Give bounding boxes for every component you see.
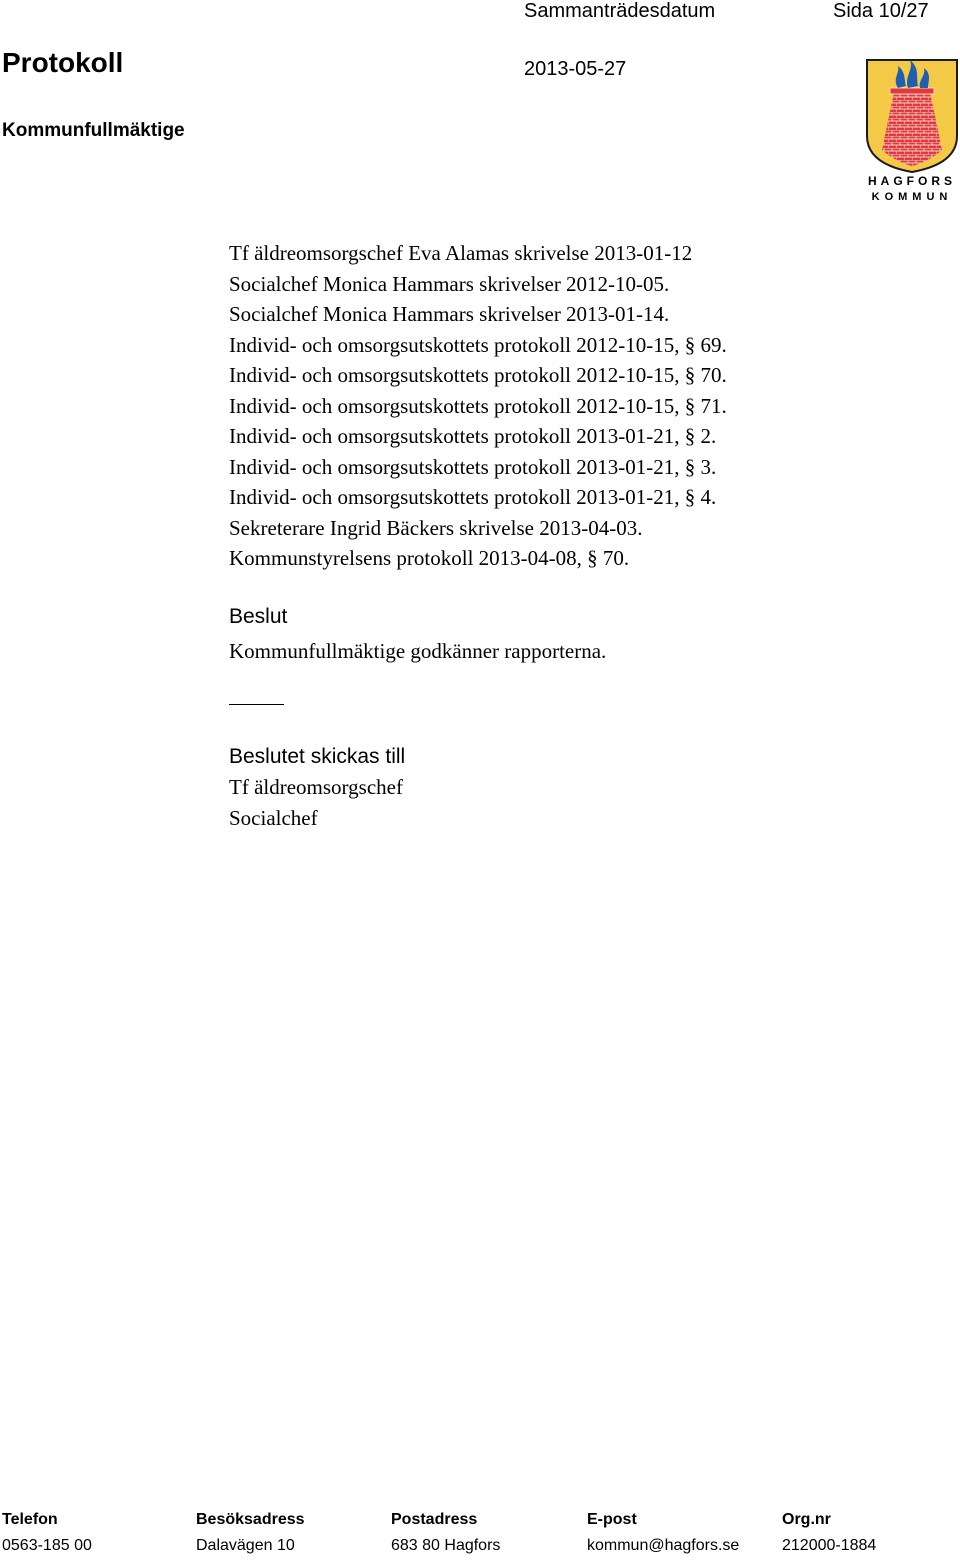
recipient-item: Tf äldreomsorgschef <box>229 774 403 799</box>
footer-header-row <box>2 1511 942 1537</box>
protocol-content <box>229 238 929 834</box>
reference-list <box>229 238 929 574</box>
coat-of-arms-icon <box>864 58 960 204</box>
footer-email-label: E-post <box>587 1511 637 1528</box>
meeting-date: 2013-05-27 <box>524 58 627 80</box>
reference-item: Kommunstyrelsens protokoll 2013-04-08, § 70. <box>229 546 630 570</box>
reference-item: Socialchef Monica Hammars skrivelser 2013-01-14. <box>229 302 670 326</box>
governing-body: Kommunfullmäktige <box>2 120 185 141</box>
hagfors-kommun-logo <box>864 58 960 204</box>
footer-email: kommun@hagfors.se <box>587 1537 740 1554</box>
footer-postal-address: 683 80 Hagfors <box>391 1537 501 1554</box>
footer-value-row <box>2 1537 942 1563</box>
reference-item: Individ- och omsorgsutskottets protokoll 2012-10-15, § 71. <box>229 393 727 418</box>
reference-item: Individ- och omsorgsutskottets protokoll 2013-01-21, § 4. <box>229 485 717 509</box>
meeting-date-label: Sammanträdesdatum <box>524 0 716 22</box>
footer-visit-address: Dalavägen 10 <box>196 1537 295 1554</box>
section-divider <box>229 704 284 705</box>
footer-org-number-label: Org.nr <box>782 1511 831 1528</box>
contact-footer <box>2 1511 942 1563</box>
reference-item: Individ- och omsorgsutskottets protokoll 2013-01-21, § 3. <box>229 454 717 479</box>
svg-text:HAGFORS: HAGFORS <box>868 174 956 188</box>
page-number: Sida 10/27 <box>833 0 929 22</box>
footer-org-number: 212000-1884 <box>782 1537 877 1554</box>
recipient-item: Socialchef <box>229 805 318 830</box>
footer-postal-address-label: Postadress <box>391 1511 478 1528</box>
reference-item: Sekreterare Ingrid Bäckers skrivelse 2013-04-03. <box>229 515 643 540</box>
svg-text:KOMMUN: KOMMUN <box>871 191 953 203</box>
reference-item: Individ- och omsorgsutskottets protokoll 2012-10-15, § 70. <box>229 363 727 387</box>
reference-item: Individ- och omsorgsutskottets protokoll 2013-01-21, § 2. <box>229 424 717 448</box>
document-title: Protokoll <box>2 47 124 78</box>
reference-item: Socialchef Monica Hammars skrivelser 2012-10-05. <box>229 271 670 296</box>
footer-phone: 0563-185 00 <box>2 1537 92 1554</box>
reference-item: Tf äldreomsorgschef Eva Alamas skrivelse 2013-01-12 <box>229 241 693 265</box>
footer-visit-address-label: Besöksadress <box>196 1511 305 1528</box>
sent-to-heading: Beslutet skickas till <box>229 744 406 768</box>
decision-text: Kommunfullmäktige godkänner rapporterna. <box>229 638 607 663</box>
decision-heading: Beslut <box>229 604 288 628</box>
reference-item: Individ- och omsorgsutskottets protokoll 2012-10-15, § 69. <box>229 332 727 357</box>
footer-phone-label: Telefon <box>2 1511 58 1528</box>
